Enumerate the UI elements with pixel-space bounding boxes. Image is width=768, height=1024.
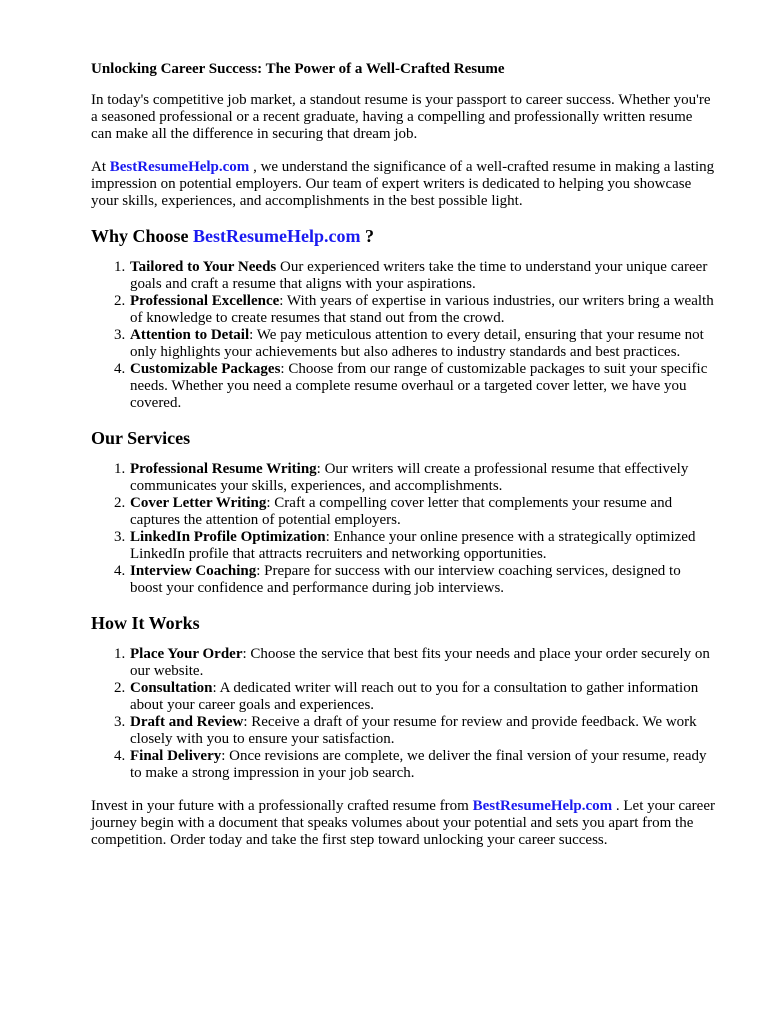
intro-paragraph: In today's competitive job market, a standout resume is your passport to career success. Whether you're a seasoned professional or a recent graduate, having a compelling and professionally written resume can make all the difference in securing that dream job. (91, 92, 711, 142)
list-item-term: Attention to Detail (130, 327, 250, 343)
list-item (129, 748, 716, 782)
list-item-text: : Choose the service that best fits your needs and place your order securely on our website. (130, 646, 710, 679)
list-item-text: : Our writers will create a professional resume that effectively communicates your skills, experiences, and accomplishments. (130, 461, 689, 494)
why-heading-suffix: ? (360, 226, 374, 246)
about-paragraph (91, 159, 716, 210)
why-heading-prefix: Why Choose (91, 226, 194, 246)
list-item-text: Our experienced writers take the time to understand your unique career goals and craft a resume that aligns with your aspirations. (130, 259, 708, 292)
brand-link[interactable]: BestResumeHelp.com (109, 159, 250, 175)
list-item-text: : Prepare for success with our interview coaching services, designed to boost your confidence and performance during job interviews. (130, 563, 681, 596)
list-item-term: Draft and Review (130, 714, 244, 730)
list-item-text: : We pay meticulous attention to every detail, ensuring that your resume not only highlights your achievements but also adheres to industry standards and best practices. (130, 327, 704, 360)
list-item-term: Customizable Packages (130, 361, 281, 377)
list-item-term: Tailored to Your Needs (130, 259, 277, 275)
list-item-text: : Enhance your online presence with a strategically optimized LinkedIn profile that attracts recruiters and networking opportunities. (130, 529, 696, 562)
why-choose-list (91, 259, 716, 412)
services-heading: Our Services (91, 428, 191, 448)
list-item-term: Professional Excellence (130, 293, 280, 309)
list-item-term: Cover Letter Writing (130, 495, 267, 511)
document-title: Unlocking Career Success: The Power of a Well-Crafted Resume (91, 61, 505, 77)
list-item-text: : Receive a draft of your resume for review and provide feedback. We work closely with you to ensure your satisfaction. (130, 714, 697, 747)
list-item (129, 680, 716, 714)
list-item-term: Professional Resume Writing (130, 461, 317, 477)
services-list (91, 461, 716, 597)
list-item (129, 259, 716, 293)
list-item-term: Final Delivery (130, 748, 222, 764)
closing-paragraph (91, 798, 716, 849)
list-item (129, 714, 716, 748)
brand-link[interactable]: BestResumeHelp.com (193, 226, 361, 246)
list-item-text: : Once revisions are complete, we deliver the final version of your resume, ready to make a strong impression in your job search. (130, 748, 707, 781)
list-item-term: Interview Coaching (130, 563, 257, 579)
about-prefix: At (91, 159, 110, 175)
list-item-text: : Choose from our range of customizable packages to suit your specific needs. Whether you need a complete resume overhaul or a targeted cover letter, we have you covered. (130, 361, 708, 411)
list-item (129, 563, 716, 597)
list-item (129, 529, 716, 563)
list-item-text: : A dedicated writer will reach out to you for a consultation to gather information about your career goals and experiences. (130, 680, 699, 713)
list-item-text: : With years of expertise in various industries, our writers bring a wealth of knowledge to create resumes that stand out from the crowd. (130, 293, 714, 326)
brand-link[interactable]: BestResumeHelp.com (472, 798, 613, 814)
list-item (129, 495, 716, 529)
list-item (129, 293, 716, 327)
list-item (129, 461, 716, 495)
list-item-term: Consultation (130, 680, 213, 696)
list-item (129, 646, 716, 680)
list-item (129, 327, 716, 361)
why-choose-heading (91, 226, 716, 246)
how-it-works-heading: How It Works (91, 613, 200, 633)
how-it-works-list (91, 646, 716, 782)
list-item (129, 361, 716, 412)
list-item-term: Place Your Order (130, 646, 243, 662)
list-item-term: LinkedIn Profile Optimization (130, 529, 326, 545)
list-item-text: : Craft a compelling cover letter that complements your resume and captures the attention of potential employers. (130, 495, 673, 528)
closing-suffix: . Let your career journey begin with a document that speaks volumes about your potential and sets you apart from the competition. Order today and take the first step toward unlocking your career success. (91, 798, 715, 848)
about-suffix: , we understand the significance of a well-crafted resume in making a lasting impression on potential employers. Our team of expert writers is dedicated to helping you showcase your skills, experiences, and accomplishments in the best possible light. (91, 159, 715, 209)
closing-prefix: Invest in your future with a professionally crafted resume from (91, 798, 473, 814)
